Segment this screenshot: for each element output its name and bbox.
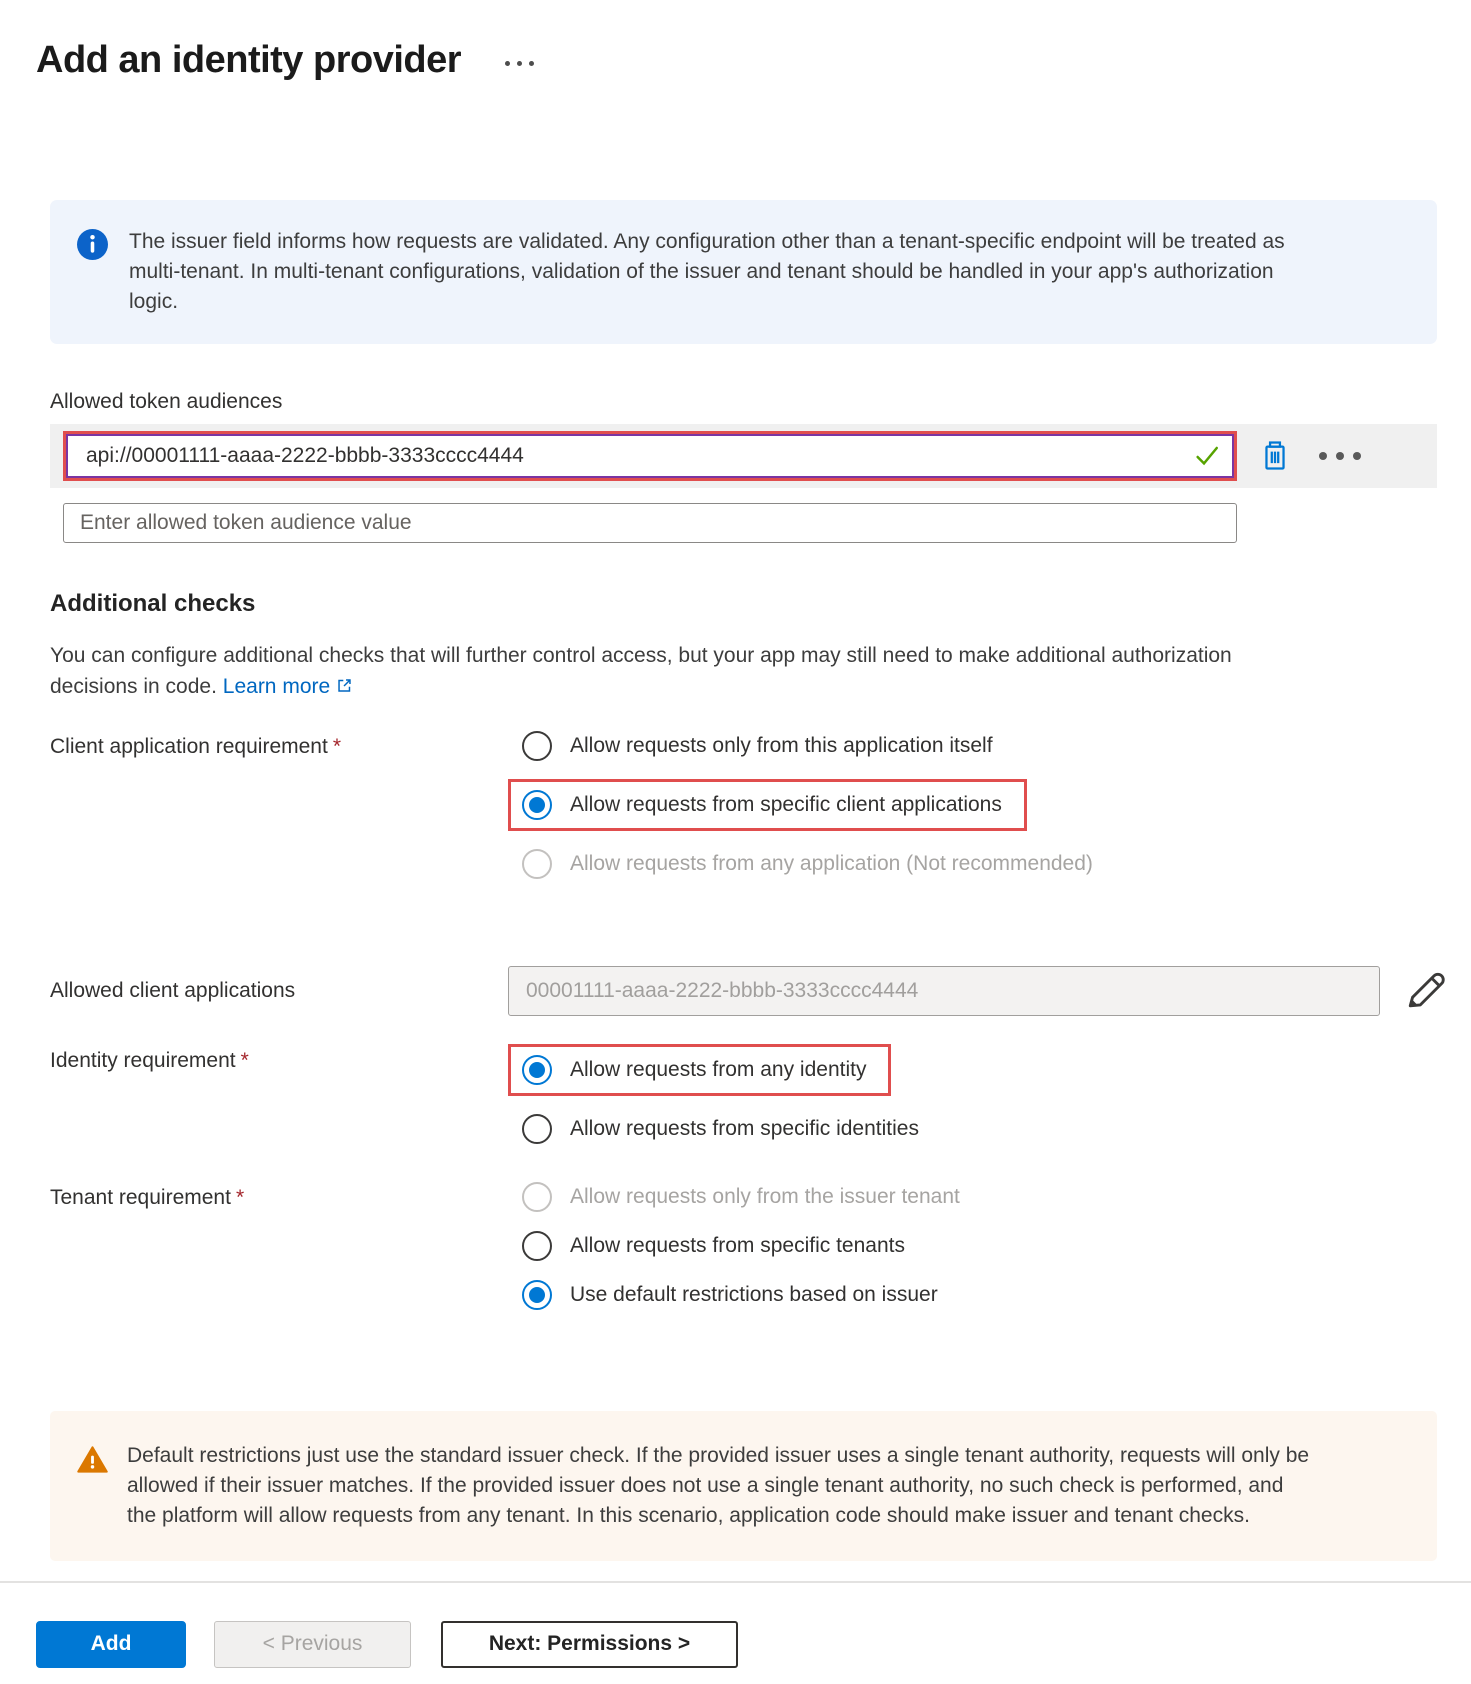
previous-button: < Previous xyxy=(214,1621,411,1668)
radio-label: Use default restrictions based on issuer xyxy=(570,1282,938,1306)
radio-icon[interactable] xyxy=(522,731,552,761)
valid-checkmark-icon xyxy=(1192,441,1222,471)
client-application-requirement-options xyxy=(508,730,1437,880)
required-asterisk: * xyxy=(240,1048,249,1072)
edit-allowed-client-applications-button[interactable] xyxy=(1402,968,1448,1014)
description-text: You can configure additional checks that will further control access, but your app may still need to make additional authorization decisions in code. xyxy=(50,643,1232,698)
radio-option-app-itself[interactable] xyxy=(508,730,993,762)
client-application-requirement-row xyxy=(50,730,1437,880)
tenant-requirement-options xyxy=(508,1181,1437,1311)
radio-label: Allow requests from specific identities xyxy=(570,1116,919,1140)
footer-actions xyxy=(0,1583,1471,1668)
identity-requirement-options xyxy=(508,1044,1437,1145)
radio-label: Allow requests from any application (Not recommended) xyxy=(570,851,1093,875)
add-button[interactable]: Add xyxy=(36,1621,186,1668)
radio-label: Allow requests from any identity xyxy=(570,1057,867,1081)
info-icon xyxy=(77,229,108,260)
more-options-ellipsis-icon[interactable] xyxy=(505,61,534,66)
additional-checks-description xyxy=(50,640,1290,702)
allowed-token-audiences-label: Allowed token audiences xyxy=(50,389,283,413)
radio-option-default-restrictions[interactable] xyxy=(508,1279,938,1311)
client-application-requirement-label: Client application requirement * xyxy=(50,734,342,758)
trash-icon xyxy=(1259,439,1291,473)
required-asterisk: * xyxy=(332,734,342,758)
learn-more-link[interactable]: Learn more xyxy=(223,675,354,698)
radio-option-specific-identities[interactable] xyxy=(508,1113,919,1145)
pencil-icon xyxy=(1402,968,1448,1014)
external-link-icon xyxy=(335,676,354,695)
radio-option-any-application xyxy=(508,848,1093,880)
radio-label: Allow requests from specific client applications xyxy=(570,792,1002,816)
radio-icon xyxy=(522,1182,552,1212)
radio-label: Allow requests only from the issuer tenant xyxy=(570,1184,960,1208)
radio-icon[interactable] xyxy=(522,1231,552,1261)
radio-icon[interactable] xyxy=(522,1280,552,1310)
page-title: Add an identity provider xyxy=(36,39,462,82)
tenant-requirement-label: Tenant requirement * xyxy=(50,1185,245,1209)
warning-icon xyxy=(77,1444,108,1475)
new-token-audience-input[interactable] xyxy=(63,503,1237,543)
info-banner xyxy=(50,200,1437,344)
token-audience-field xyxy=(66,434,1234,478)
radio-icon[interactable] xyxy=(522,1114,552,1144)
warning-banner xyxy=(50,1411,1437,1561)
token-audience-row xyxy=(50,424,1437,488)
radio-option-issuer-tenant-only xyxy=(508,1181,960,1213)
identity-requirement-label: Identity requirement * xyxy=(50,1048,249,1072)
more-actions-ellipsis-icon[interactable] xyxy=(1319,452,1361,460)
info-banner-text: The issuer field informs how requests are validated. Any configuration other than a tenant-specific endpoint will be treated as multi-tenant. In multi-tenant configurations, validation of the issuer and tenant should be handled in your app's authorization logic. xyxy=(129,229,1285,313)
additional-checks-heading: Additional checks xyxy=(50,589,256,617)
radio-label: Allow requests only from this application itself xyxy=(570,733,993,757)
radio-icon xyxy=(522,849,552,879)
allowed-client-applications-input xyxy=(508,966,1380,1016)
page-content xyxy=(0,200,1471,1561)
radio-option-specific-tenants[interactable] xyxy=(508,1230,905,1262)
allowed-client-applications-row xyxy=(50,966,1437,1016)
page-header xyxy=(0,0,1471,108)
annotation-highlight-box xyxy=(63,431,1237,481)
allowed-client-applications-label: Allowed client applications xyxy=(50,978,296,1002)
radio-option-specific-client-apps[interactable] xyxy=(508,779,1027,831)
warning-banner-text: Default restrictions just use the standard issuer check. If the provided issuer uses a single tenant authority, requests will only be allowed if their issuer matches. If the provided issuer does not use a single tenant authority, no such check is performed, and the platform will allow requests from any tenant. In this scenario, application code should make issuer and tenant checks. xyxy=(127,1443,1310,1527)
token-audience-input[interactable] xyxy=(84,443,1192,469)
required-asterisk: * xyxy=(235,1185,245,1209)
identity-requirement-row xyxy=(50,1044,1437,1145)
radio-label: Allow requests from specific tenants xyxy=(570,1233,905,1257)
radio-icon[interactable] xyxy=(522,790,552,820)
next-permissions-button[interactable]: Next: Permissions > xyxy=(441,1621,738,1668)
radio-icon[interactable] xyxy=(522,1055,552,1085)
delete-audience-button[interactable] xyxy=(1259,439,1291,473)
tenant-requirement-row xyxy=(50,1181,1437,1311)
radio-option-any-identity[interactable] xyxy=(508,1044,891,1096)
